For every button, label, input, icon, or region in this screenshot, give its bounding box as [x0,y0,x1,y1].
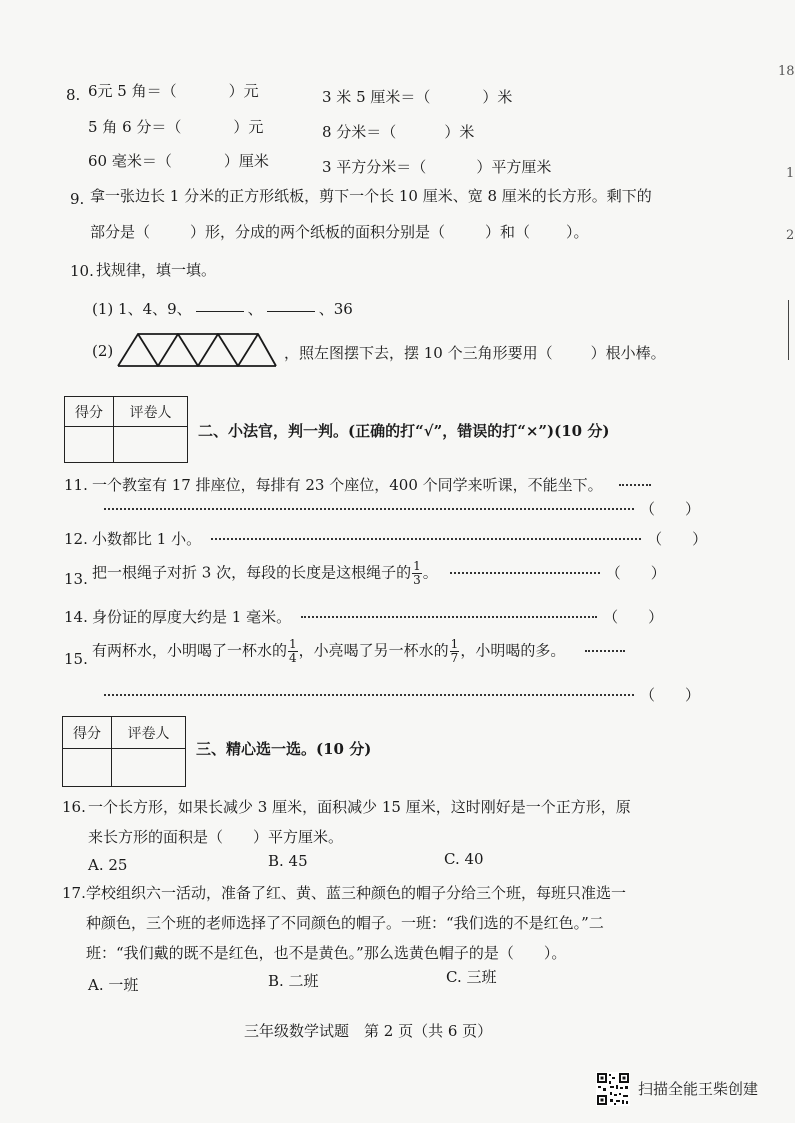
q10-text: 找规律，填一填。 [96,261,217,279]
q15-answer-line [104,684,700,705]
triangle-sticks-figure [116,330,278,370]
q12-answer-paren[interactable]: （ ） [647,530,708,548]
grader-cell[interactable] [114,427,188,463]
q14-text: 身份证的厚度大约是 1 毫米。 （ ） [92,608,664,626]
q8-number: 8. [66,86,81,104]
q11-answer-line [104,498,700,519]
q17-line1: 学校组织六一活动，准备了红、黄、蓝三种颜色的帽子分给三个班，每班只准选一 [86,884,627,902]
q10-number: 10. [70,262,94,280]
q15-number: 15. [64,650,88,668]
q15-fraction-2: $\frac{1}{7}$ [450,637,459,665]
q11-text: 一个教室有 17 排座位，每排有 23 个座位，400 个同学来听课，不能坐下。 [92,474,651,495]
q16-line2: 来长方形的面积是（ ）平方厘米。 [88,828,344,846]
margin-mark-3: 2 [786,228,795,243]
q14-answer-paren[interactable]: （ ） [603,608,664,626]
q10-part2-label: (2) [92,342,114,360]
score-box-section2 [64,396,188,463]
q9-line1: 拿一张边长 1 分米的正方形纸板，剪下一个长 10 厘米、宽 8 厘米的长方形。剩下的 [90,187,652,205]
q14-number: 14. [64,608,88,626]
q9-line2: 部分是（ ）形，分成的两个纸板的面积分别是（ ）和（ ）。 [90,223,589,241]
q13-fraction: $\frac{1}{3}$ [413,559,421,587]
q8-item-2: 3 米 5 厘米＝（ ）米 [322,88,513,106]
q13-number: 13. [64,570,88,588]
q13-answer-paren[interactable]: （ ） [605,563,666,582]
score-cell[interactable] [63,749,112,787]
q8-item-5: 60 毫米＝（ ）厘米 [88,152,269,170]
q17-line2: 种颜色，三个班的老师选择了不同颜色的帽子。一班：“我们选的不是红色。”二 [86,914,604,932]
margin-mark-1: 18 [778,64,795,79]
q8-item-1: 6元 5 角＝（ ）元 [88,82,259,100]
q17-option-a[interactable]: A. 一班 [88,976,139,994]
q11-answer-paren[interactable]: （ ） [640,500,701,518]
q16-option-c[interactable]: C. 40 [444,850,484,868]
scanner-watermark: 扫描全能王柴创建 [638,1080,759,1098]
q15-answer-paren[interactable]: （ ） [640,686,701,704]
q8-item-3: 5 角 6 分＝（ ）元 [88,118,264,136]
q17-line3: 班：“我们戴的既不是红色，也不是黄色。”那么选黄色帽子的是（ ）。 [86,944,567,962]
grader-label: 评卷人 [112,717,186,749]
score-label: 得分 [65,397,114,427]
qr-code-icon [596,1072,630,1106]
q16-line1: 一个长方形，如果长减少 3 厘米，面积减少 15 厘米，这时刚好是一个正方形，原 [88,798,631,816]
q8-item-4: 8 分米＝（ ）米 [322,123,475,141]
q17-option-b[interactable]: B. 二班 [268,972,319,990]
q16-number: 16. [62,798,86,816]
q12-text: 小数都比 1 小。 （ ） [92,530,708,548]
margin-bracket [788,300,795,360]
section2-title: 二、小法官，判一判。(正确的打“√”，错误的打“×”)(10 分) [198,422,610,440]
q15-fraction-1: $\frac{1}{4}$ [289,637,297,665]
grader-cell[interactable] [112,749,186,787]
q13-text: 把一根绳子对折 3 次，每段的长度是这根绳子的 $\frac{1}{3}$ 。 （ ） [92,559,666,587]
section3-title: 三、精心选一选。(10 分) [196,740,372,758]
q15-text: 有两杯水，小明喝了一杯水的 $\frac{1}{4}$ ，小亮喝了另一杯水的 $\frac{1}{7}$ ，小明喝的多。 [92,638,625,665]
q17-option-c[interactable]: C. 三班 [446,968,497,986]
page-footer: 三年级数学试题 第 2 页（共 6 页） [244,1022,493,1040]
q9-number: 9. [70,190,85,208]
q12-number: 12. [64,530,88,548]
q17-number: 17. [62,884,86,902]
q8-item-6: 3 平方分米＝（ ）平方厘米 [322,158,552,176]
score-box-section3 [62,716,186,787]
score-cell[interactable] [65,427,114,463]
margin-mark-2: 1 [786,166,795,181]
q11-number: 11. [64,476,88,494]
q10-part2-text: ，照左图摆下去，摆 10 个三角形要用（ ）根小棒。 [284,344,666,362]
q10-part1: (1) 1、4、9、 、 、36 [92,300,353,318]
q16-option-a[interactable]: A. 25 [88,856,128,874]
q16-option-b[interactable]: B. 45 [268,852,308,870]
score-label: 得分 [63,717,112,749]
grader-label: 评卷人 [114,397,188,427]
